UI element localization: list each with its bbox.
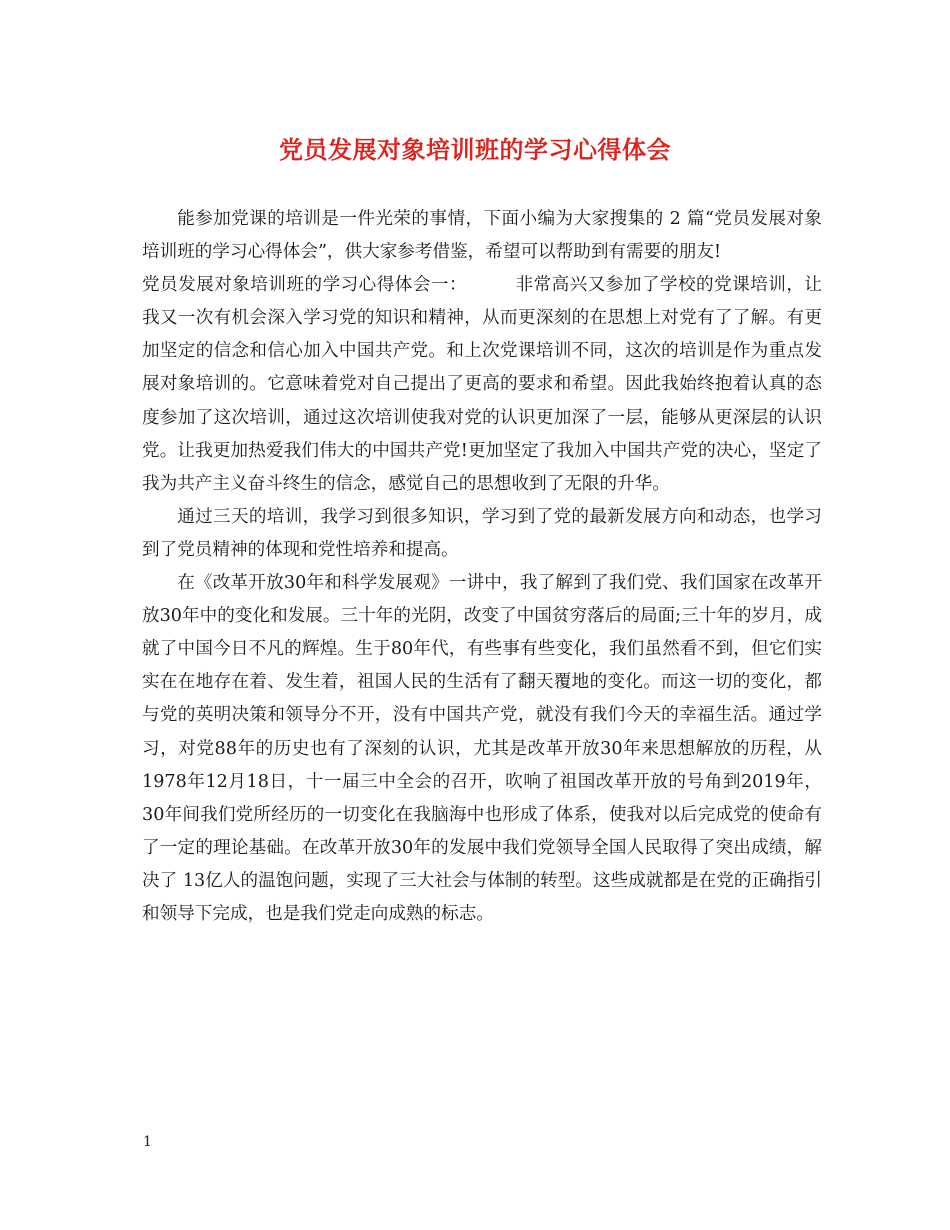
document-title: 党员发展对象培训班的学习心得体会: [279, 135, 671, 164]
section1-heading: 党员发展对象培训班的学习心得体会一：: [142, 275, 468, 296]
section1-first-paragraph: [142, 269, 822, 501]
document-body: [142, 203, 822, 931]
intro-paragraph: 能参加党课的培训是一件光荣的事情，下面小编为大家搜集的 2 篇“党员发展对象培训班的学习心得体会”，供大家参考借鉴，希望可以帮助到有需要的朋友!: [142, 209, 822, 263]
section1-paragraph-3: 在《改革开放30年和科学发展观》一讲中，我了解到了我们党、我们国家在改革开放30年中的变化和发展。三十年的光阴，改变了中国贫穷落后的局面;三十年的岁月，成就了中国今日不凡的辉煌。生于80年代，有些事有些变化，我们虽然看不到，但它们实实在在地存在着、发生着，祖国人民的生活有了翻天覆地的变化。而这一切的变化，都与党的英明决策和领导分不开，没有中国共产党，就没有我们今天的幸福生活。通过学习，对党88年的历史也有了深刻的认识，尤其是改革开放30年来思想解放的历程，从1978年12月18日，十一届三中全会的召开，吹响了祖国改革开放的号角到2019年，30年间我们党所经历的一切变化在我脑海中也形成了体系，使我对以后完成党的使命有了一定的理论基础。在改革开放30年的发展中我们党领导全国人民取得了突出成绩，解决了 13亿人的温饱问题，实现了三大社会与体制的转型。这些成就都是在党的正确指引和领导下完成，也是我们党走向成熟的标志。: [142, 573, 822, 924]
section1-paragraph-2: 通过三天的培训，我学习到很多知识，学习到了党的最新发展方向和动态，也学习到了党员精神的体现和党性培养和提高。: [142, 506, 822, 560]
section1-paragraph-1: 非常高兴又参加了学校的党课培训，让我又一次有机会深入学习党的知识和精神，从而更深刻的在思想上对党有了了解。有更加坚定的信念和信心加入中国共产党。和上次党课培训不同，这次的培训是作为重点发展对象培训的。它意味着党对自己提出了更高的要求和希望。因此我始终抱着认真的态度参加了这次培训，通过这次培训使我对党的认识更加深了一层，能够从更深层的认识党。让我更加热爱我们伟大的中国共产党!更加坚定了我加入中国共产党的决心，坚定了我为共产主义奋斗终生的信念，感觉自己的思想收到了无限的升华。: [142, 275, 822, 494]
page-number: 1: [143, 1134, 152, 1150]
